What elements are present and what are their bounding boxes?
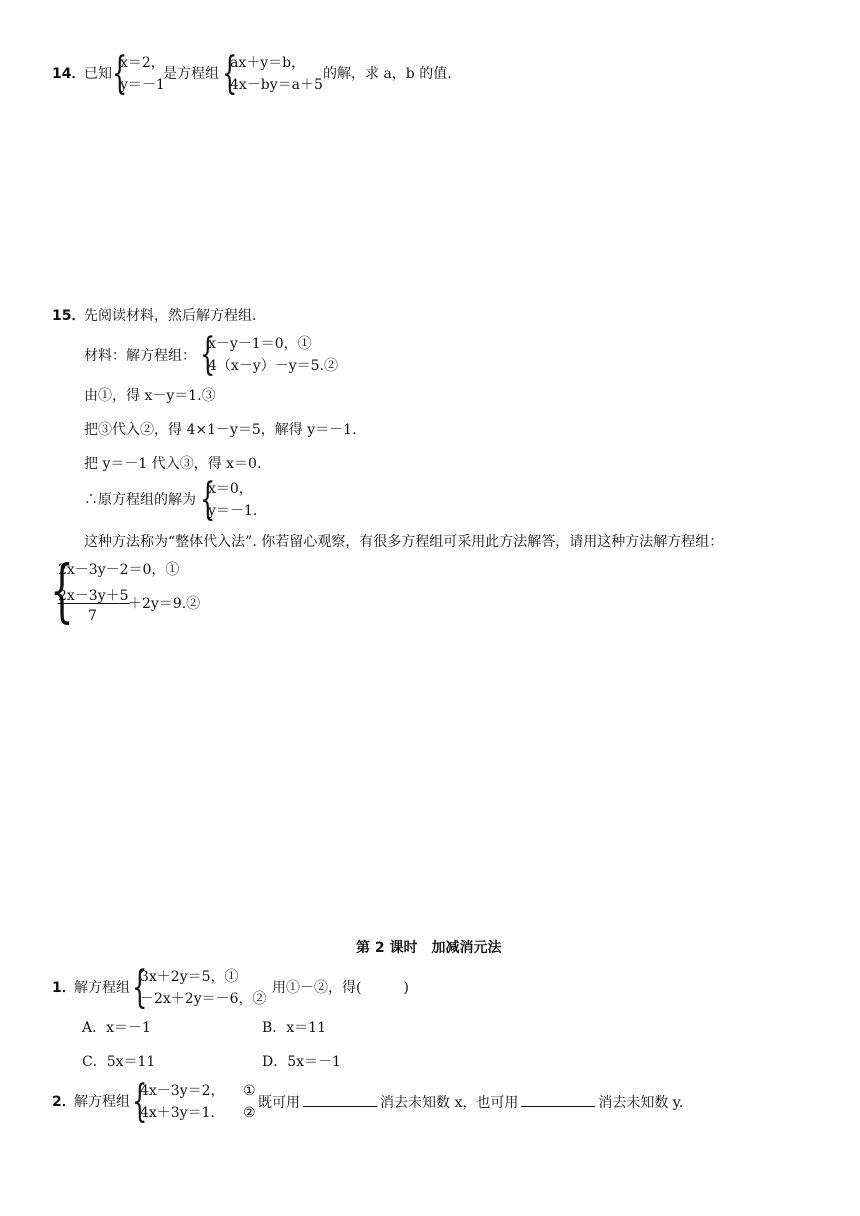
option-b[interactable]: B．x＝11 — [262, 1020, 326, 1036]
question-text: 解方程组 — [74, 980, 130, 996]
material-system — [208, 333, 338, 377]
equation: x－y－1＝0，① — [208, 336, 312, 352]
question-text: 已知 — [84, 66, 112, 82]
fraction-denominator: 7 — [88, 608, 97, 624]
option-c[interactable]: C．5x＝11 — [82, 1054, 156, 1070]
solution-step: 由①，得 x－y＝1.③ — [84, 388, 216, 404]
equation-system — [140, 1080, 225, 1124]
solution-step: 把③代入②，得 4×1－y＝5，解得 y＝－1. — [84, 422, 357, 438]
sentence-part: 消去未知数 y. — [598, 1095, 684, 1111]
section-title: 第 2 课时 加减消元法 — [356, 940, 502, 956]
equation: x＝0， — [208, 481, 253, 497]
equation: x＝2， — [120, 55, 165, 71]
method-text: 这种方法称为“整体代入法”. 你若留心观察，有很多方程组可采用此方法解答，请用这种方法解方程组： — [84, 534, 724, 550]
conclusion-text: ∴原方程组的解为 — [84, 492, 196, 508]
equation: 4x＋3y＝1. — [140, 1105, 215, 1121]
question-number: 15． — [52, 308, 86, 324]
fraction-numerator: 2x－3y＋5 — [58, 588, 129, 604]
question-number: 14． — [52, 66, 86, 82]
question-text: 的解，求 a，b 的值. — [323, 66, 452, 82]
question-number: 2． — [52, 1094, 76, 1110]
equation-system — [140, 966, 267, 1010]
equation-marker: ② — [243, 1105, 256, 1121]
given-solution-system — [120, 52, 165, 96]
answer-blank-1[interactable] — [303, 1092, 377, 1107]
equation: 3x＋2y＝5，① — [140, 969, 239, 985]
system-brace: { — [200, 474, 216, 525]
system-brace: { — [132, 962, 148, 1013]
question-text: 先阅读材料，然后解方程组. — [84, 308, 257, 324]
equation: ax＋y＝b， — [230, 55, 306, 71]
material-label: 材料：解方程组： — [84, 348, 196, 364]
equation: －2x＋2y＝－6，② — [140, 991, 267, 1007]
system-brace: { — [132, 1076, 148, 1127]
solution-system — [208, 478, 257, 522]
option-a[interactable]: A．x＝－1 — [82, 1020, 151, 1036]
equation-system — [230, 52, 323, 96]
equation: y＝－1 — [120, 77, 165, 93]
system-brace: { — [50, 552, 74, 631]
fill-in-sentence — [258, 1092, 683, 1113]
question-text: 解方程组 — [74, 1094, 130, 1110]
system-brace: { — [112, 48, 128, 99]
task-equation-2: ＋2y＝9.② — [128, 596, 201, 612]
question-text: 是方程组 — [163, 66, 219, 82]
equation: 4x－3y＝2， — [140, 1083, 225, 1099]
equation: 4（x－y）－y＝5.② — [208, 358, 338, 374]
solution-step: 把 y＝－1 代入③，得 x＝0. — [84, 456, 262, 472]
sentence-part: 既可用 — [258, 1095, 300, 1111]
equation: 4x－by＝a＋5 — [230, 77, 323, 93]
fraction-bar — [58, 603, 130, 604]
equation: y＝－1. — [208, 503, 258, 519]
question-text: 用①－②，得( ) — [272, 980, 409, 996]
task-equation-1: 2x－3y－2＝0，① — [58, 562, 180, 578]
system-brace: { — [222, 48, 238, 99]
question-number: 1． — [52, 980, 76, 996]
system-brace: { — [200, 329, 216, 380]
answer-blank-2[interactable] — [521, 1092, 595, 1107]
equation-markers — [243, 1080, 256, 1124]
sentence-part: 消去未知数 x，也可用 — [380, 1095, 519, 1111]
equation-marker: ① — [243, 1083, 256, 1099]
option-d[interactable]: D．5x＝－1 — [262, 1054, 341, 1070]
